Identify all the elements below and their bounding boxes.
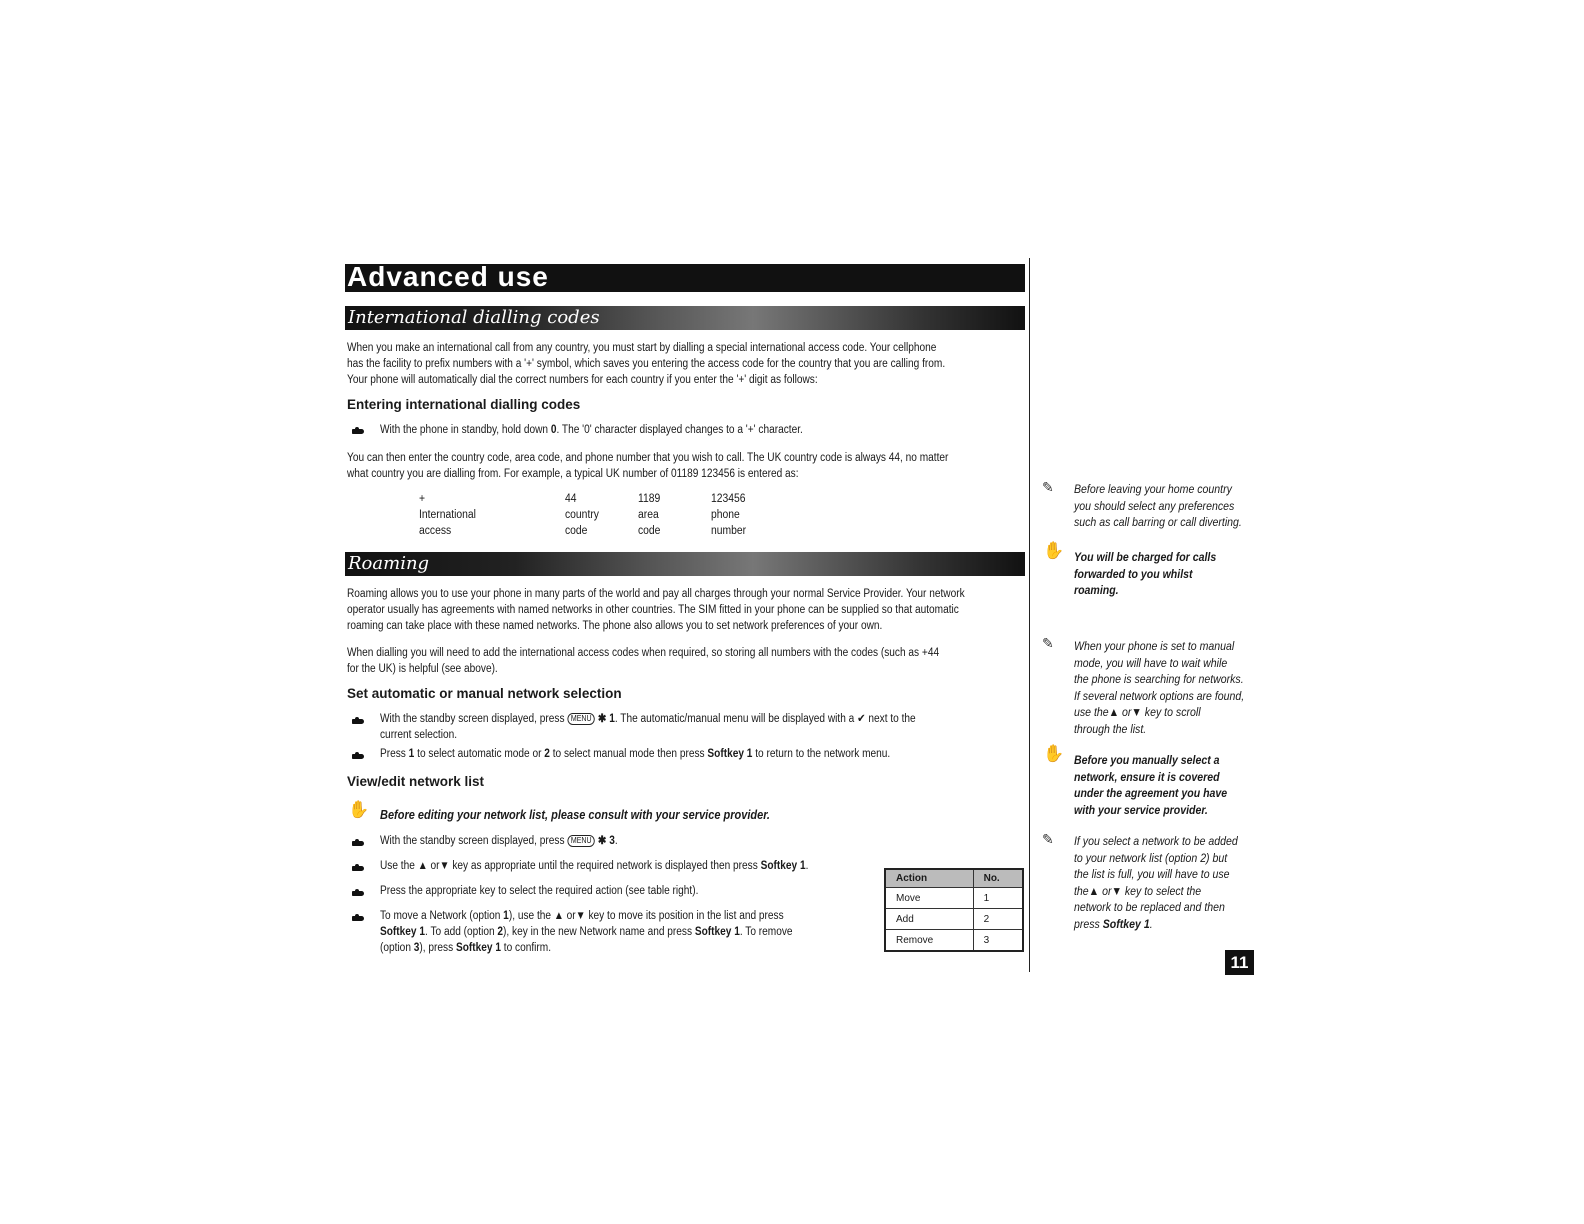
bullet-text: to select manual mode then press [549, 748, 708, 760]
pointing-hand-icon [352, 914, 366, 923]
note-pad-icon: ✎ [1042, 832, 1054, 848]
note-line: If you select a network to be added [1074, 834, 1238, 848]
note-line [1074, 916, 1268, 933]
key-label: Softkey 1 [380, 926, 426, 938]
bullet-text: . The automatic/manual menu will be displayed with a ✔ next to the [614, 713, 916, 725]
key-label: 0 [550, 424, 557, 436]
warning-consult-provider: Before editing your network list, please consult with your service provider. [380, 808, 770, 822]
bullet-text: To move a Network (option [380, 910, 504, 922]
bullet-text: Press [380, 748, 409, 760]
key-label: Softkey 1 [455, 942, 501, 954]
key-label: ✱ 3 [597, 835, 615, 847]
example-col-access [419, 491, 476, 539]
sidebar-note-manual-mode [1074, 638, 1268, 737]
warning-line: Before you manually select a [1074, 753, 1220, 767]
bullet-text: to confirm. [500, 942, 552, 954]
table-header: No. [973, 869, 1023, 888]
example-value: 123456 [711, 493, 746, 505]
note-text: . [1149, 916, 1153, 931]
bullet-text: to return to the network menu. [752, 748, 891, 760]
bullet-auto-manual-menu [380, 711, 996, 743]
example-col-phone [711, 491, 746, 539]
note-line: use the▲ or▼ key to scroll [1074, 705, 1201, 719]
intro-paragraph [347, 340, 1016, 388]
intro-line: has the facility to prefix numbers with a '+' symbol, which saves you entering the access code for the country that you are calling from. [347, 358, 946, 370]
table-cell: Move [885, 888, 973, 909]
paragraph-line: operator usually has agreements with named networks in other countries. The SIM fitted in your phone can be supplied so that automatic [347, 604, 959, 616]
roaming-paragraph [347, 586, 1016, 634]
example-value: + [419, 493, 426, 505]
note-text: press [1074, 916, 1103, 931]
bullet-text: . [614, 835, 618, 847]
note-line: the▲ or▼ key to select the [1074, 883, 1202, 898]
table-cell: 2 [973, 909, 1023, 930]
bullet-move-add-remove [380, 908, 873, 956]
note-line: network to be replaced and then [1074, 900, 1225, 914]
note-line: such as call barring or call diverting. [1074, 515, 1242, 529]
warning-line: You will be charged for calls [1074, 550, 1217, 564]
bullet-text: ), key in the new Network name and press [503, 926, 695, 938]
sidebar-note-list-full [1074, 833, 1268, 932]
table-row [885, 888, 1023, 909]
key-label: ✱ 1 [597, 713, 615, 725]
key-label: Softkey 1 [694, 926, 740, 938]
key-label: Softkey 1 [760, 860, 806, 872]
pointing-hand-icon [352, 864, 366, 873]
key-label: Softkey 1 [707, 748, 753, 760]
warning-line: network, ensure it is covered [1074, 769, 1220, 784]
pointing-hand-icon [352, 752, 366, 761]
dialling-paragraph [347, 645, 1016, 677]
intro-line: When you make an international call from any country, you must start by dialling a special international access code. Your cellphone [347, 342, 937, 354]
key-label: 1 [408, 748, 415, 760]
example-value: 44 [565, 493, 577, 505]
bullet-line [380, 908, 873, 924]
network-action-table [884, 868, 1024, 952]
heading-network-selection: Set automatic or manual network selection [347, 686, 622, 701]
bullet-line [380, 940, 873, 956]
key-label: 2 [497, 926, 504, 938]
table-cell: Add [885, 909, 973, 930]
menu-key-icon: MENU [567, 835, 595, 847]
paragraph-line: When dialling you will need to add the international access codes when required, so storing all numbers with the codes (such as +44 [347, 647, 940, 659]
key-label: 3 [413, 942, 420, 954]
paragraph-line: what country you are dialling from. For example, a typical UK number of 01189 123456 is entered as: [347, 468, 799, 480]
heading-entering-codes: Entering international dialling codes [347, 397, 581, 412]
example-label: code [565, 525, 588, 537]
table-cell: Remove [885, 930, 973, 952]
example-label: area [638, 509, 659, 521]
paragraph-line: roaming can take place with these named networks. The phone also allows you to set network preferences of your own. [347, 620, 883, 632]
warning-line: under the agreement you have [1074, 786, 1228, 800]
sidebar-warning-agreement [1074, 752, 1268, 818]
note-line: to your network list (option 2) but [1074, 850, 1228, 865]
table-header-row [885, 869, 1023, 888]
bullet-text: . To add (option [425, 926, 498, 938]
table-header: Action [885, 869, 973, 888]
warning-line: roaming. [1074, 583, 1119, 597]
section-title-roaming: Roaming [348, 553, 430, 574]
note-line: the list is full, you will have to use [1074, 867, 1230, 881]
pointing-hand-icon [352, 889, 366, 898]
table-row [885, 930, 1023, 952]
section-banner-international [345, 306, 1025, 330]
note-line: Before leaving your home country [1074, 482, 1232, 496]
uk-code-paragraph [347, 450, 1016, 482]
sidebar-warning-charges [1074, 549, 1268, 599]
bullet-text: . To remove [739, 926, 793, 938]
bullet-text: . The '0' character displayed changes to a '+' character. [556, 424, 803, 436]
note-line: the phone is searching for networks. [1074, 672, 1244, 686]
bullet-text: ), press [419, 942, 456, 954]
table-cell: 3 [973, 930, 1023, 952]
bullet-text: . [805, 860, 809, 872]
example-label: phone [711, 509, 740, 521]
heading-view-edit-list: View/edit network list [347, 774, 485, 789]
note-line: If several network options are found, [1074, 688, 1245, 703]
example-label: code [638, 525, 661, 537]
warning-line: forwarded to you whilst [1074, 566, 1193, 581]
note-line: through the list. [1074, 721, 1147, 736]
section-title-international: International dialling codes [348, 307, 600, 328]
bullet-text: With the standby screen displayed, press [380, 713, 568, 725]
pointing-hand-icon [352, 717, 366, 726]
sidebar-note-preferences [1074, 481, 1268, 531]
example-label: number [711, 525, 747, 537]
bullet-select-mode [380, 746, 996, 762]
note-pad-icon: ✎ [1042, 480, 1054, 496]
warning-line: with your service provider. [1074, 802, 1208, 817]
example-label: country [565, 509, 599, 521]
note-pad-icon: ✎ [1042, 636, 1054, 652]
bullet-line [380, 711, 996, 727]
paragraph-line: for the UK) is helpful (see above). [347, 663, 498, 675]
chapter-title: Advanced use [347, 261, 549, 292]
key-label: Softkey 1 [1102, 916, 1150, 931]
pointing-hand-icon [352, 427, 366, 436]
note-line: When your phone is set to manual [1074, 639, 1235, 653]
raised-hand-icon: ✋ [1043, 744, 1065, 764]
bullet-text: With the phone in standby, hold down [380, 424, 551, 436]
example-label: International [419, 509, 476, 521]
paragraph-line: Roaming allows you to use your phone in many parts of the world and pay all charges through your normal Service Provider. Your network [347, 588, 965, 600]
bullet-text: With the standby screen displayed, press [380, 835, 568, 847]
example-col-country [565, 491, 599, 539]
table-row [885, 909, 1023, 930]
bullet-text: Use the ▲ or▼ key as appropriate until the required network is displayed then press [380, 860, 761, 872]
table-cell: 1 [973, 888, 1023, 909]
note-line: mode, you will have to wait while [1074, 655, 1228, 670]
bullet-standby-hold-zero [380, 422, 996, 438]
key-label: 2 [544, 748, 550, 760]
paragraph-line: You can then enter the country code, area code, and phone number that you wish to call. The UK country code is always 44, no matter [347, 452, 949, 464]
menu-key-icon: MENU [567, 713, 595, 725]
chapter-title-banner [345, 261, 1025, 292]
section-banner-roaming [345, 552, 1025, 576]
note-line: you should select any preferences [1074, 498, 1235, 513]
raised-hand-icon: ✋ [1043, 541, 1065, 561]
bullet-line [380, 924, 873, 940]
example-label: access [419, 525, 452, 537]
bullet-open-network-list [380, 833, 996, 849]
example-col-area [638, 491, 660, 539]
column-divider [1029, 258, 1030, 972]
bullet-text: ), use the ▲ or▼ key to move its position in the list and press [508, 910, 784, 922]
bullet-text: (option [380, 942, 414, 954]
bullet-text: to select automatic mode or [414, 748, 545, 760]
intro-line: Your phone will automatically dial the correct numbers for each country if you enter the '+' digit as follows: [347, 374, 818, 386]
bullet-line: current selection. [380, 729, 458, 741]
bullet-select-action: Press the appropriate key to select the required action (see table right). [380, 885, 699, 897]
raised-hand-icon: ✋ [348, 800, 370, 820]
example-value: 1189 [638, 493, 661, 505]
pointing-hand-icon [352, 839, 366, 848]
page-number: 11 [1225, 950, 1254, 975]
key-label: 1 [503, 910, 509, 922]
